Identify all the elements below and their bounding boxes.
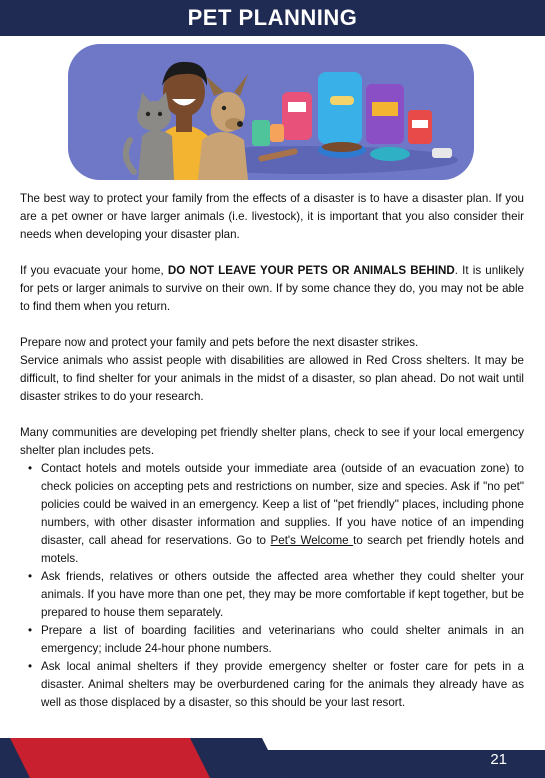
page-title: PET PLANNING: [187, 5, 358, 30]
warning-text: DO NOT LEAVE YOUR PETS OR ANIMALS BEHIND: [167, 264, 455, 277]
intro-paragraph: The best way to protect your family from the effects of a disaster is to have a disaster plan. If you are a pet owner or have larger animals (i.e. livestock), it is important that you also consider their needs when developing your disaster plan.: [20, 192, 524, 241]
article-body: [20, 190, 524, 712]
service-animals-paragraph: Service animals who assist people with disabilities are allowed in Red Cross shelters. It may be difficult, to find shelter for your animals in the midst of a disaster, so plan ahead. Do not wait until disaster strikes to do your research.: [20, 354, 524, 403]
pet-supplies-illustration: [68, 44, 474, 180]
list-item: • Ask friends, relatives or others outside the affected area whether they could shelter your animals. If you have more than one pet, they may be more comfortable if kept together, but be prepared to house them separately.: [41, 568, 524, 622]
pets-welcome-link[interactable]: Pet's Welcome: [270, 534, 354, 547]
list-item: • Contact hotels and motels outside your immediate area (outside of an evacuation zone) to check policies on accepting pets and restrictions on number, size and species. Ask if "no pet" policies could be waived in an emergency. Keep a list of "pet friendly" places, including phone numbers, with other disaster information and supplies. If you have notice of an impending disaster, call ahead for reservations. Go to Pet's Welcome to search pet friendly hotels and motels.: [41, 460, 524, 568]
list-item: • Prepare a list of boarding facilities and veterinarians who could shelter animals in an emergency; include 24-hour phone numbers.: [41, 622, 524, 658]
page-number: 21: [490, 751, 507, 768]
page-header: [0, 0, 545, 36]
evacuate-paragraph: If you evacuate your home, DO NOT LEAVE YOUR PETS OR ANIMALS BEHIND. It is unlikely for pets or larger animals to survive on their own. If by some chance they do, you may not be able to find them when you return.: [20, 264, 524, 313]
list-item: • Ask local animal shelters if they provide emergency shelter or foster care for pets in a disaster. Animal shelters may be overburdened caring for the animals they already have as well as those displaced by a disaster, so this should be your last resort.: [41, 658, 524, 712]
communities-paragraph: Many communities are developing pet friendly shelter plans, check to see if your local emergency shelter plan includes pets.: [20, 426, 524, 457]
footer-banner: [0, 738, 545, 778]
tips-list: [20, 460, 524, 712]
prepare-paragraph: Prepare now and protect your family and pets before the next disaster strikes.: [20, 336, 419, 349]
